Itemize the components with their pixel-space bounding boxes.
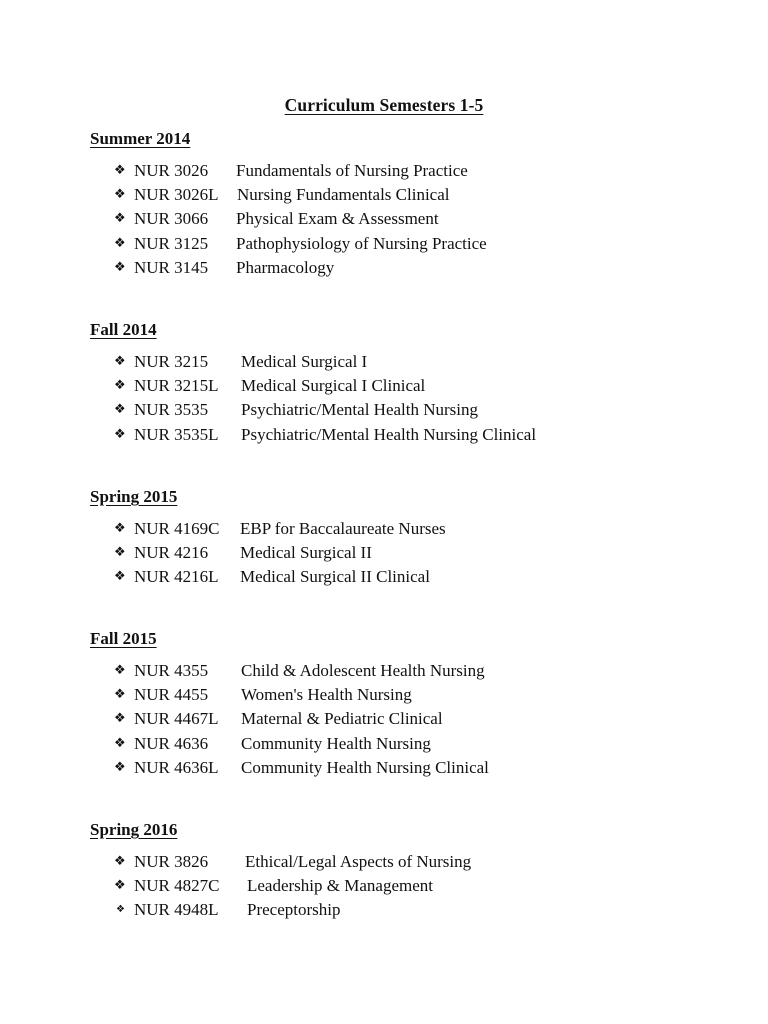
course-name: Fundamentals of Nursing Practice	[236, 161, 468, 180]
course-name: Leadership & Management	[247, 876, 433, 896]
course-name: Medical Surgical II Clinical	[240, 567, 430, 587]
list-item	[90, 256, 730, 280]
course-list	[90, 517, 730, 590]
list-item	[90, 874, 730, 898]
list-item	[90, 183, 730, 207]
semester-section-fall-2015	[90, 627, 730, 780]
course-code: NUR 3535	[134, 400, 209, 420]
diamond-bullet-icon: ❖	[114, 663, 126, 678]
list-item	[90, 732, 730, 756]
course-name: Psychiatric/Mental Health Nursing Clinical	[241, 424, 537, 444]
course-name: Pharmacology	[236, 257, 335, 277]
diamond-bullet-icon: ❖	[114, 545, 126, 561]
course-code: NUR 3215	[134, 352, 209, 371]
course-name: Community Health Nursing	[241, 733, 431, 753]
course-name: Ethical/Legal Aspects of Nursing	[245, 852, 472, 871]
diamond-bullet-icon: ❖	[114, 187, 126, 203]
list-item	[90, 659, 730, 683]
list-item	[90, 374, 730, 398]
course-list	[90, 350, 730, 447]
diamond-bullet-icon: ❖	[114, 759, 126, 775]
course-name: Psychiatric/Mental Health Nursing	[241, 400, 479, 420]
diamond-bullet-icon: ❖	[114, 878, 126, 894]
course-code: NUR 4827C	[134, 876, 220, 896]
list-item	[90, 565, 730, 589]
course-code: NUR 4169C	[134, 519, 220, 538]
course-code: NUR 3145	[134, 257, 209, 277]
course-name: Nursing Fundamentals Clinical	[237, 185, 450, 205]
course-code: NUR 4216L	[134, 567, 219, 587]
diamond-bullet-icon: ❖	[114, 426, 126, 442]
course-name: Medical Surgical I Clinical	[241, 376, 426, 396]
page-title: Curriculum Semesters 1-5	[284, 95, 484, 115]
course-code: NUR 3826	[134, 852, 209, 871]
diamond-bullet-icon: ❖	[114, 354, 126, 369]
diamond-bullet-icon: ❖	[114, 854, 126, 869]
course-code: NUR 3026	[134, 161, 209, 180]
list-item	[90, 898, 730, 922]
course-code: NUR 4636	[134, 733, 209, 753]
diamond-bullet-icon: ❖	[114, 235, 126, 251]
course-code: NUR 3026L	[134, 185, 219, 205]
list-item	[90, 398, 730, 422]
diamond-bullet-icon: ❖	[114, 378, 126, 394]
course-code: NUR 4216	[134, 543, 209, 563]
semester-heading: Spring 2016	[90, 820, 178, 839]
list-item	[90, 232, 730, 256]
course-name: Child & Adolescent Health Nursing	[241, 661, 485, 680]
diamond-bullet-icon: ❖	[116, 904, 125, 916]
semester-section-spring-2015	[90, 485, 730, 590]
course-code: NUR 4455	[134, 685, 209, 705]
diamond-bullet-icon: ❖	[114, 687, 126, 703]
course-list	[90, 159, 730, 280]
course-code: NUR 3066	[134, 209, 209, 229]
list-item	[90, 159, 730, 183]
list-item	[90, 350, 730, 374]
diamond-bullet-icon: ❖	[114, 163, 126, 178]
semester-heading: Spring 2015	[90, 487, 178, 506]
course-code: NUR 4636L	[134, 757, 219, 777]
list-item	[90, 517, 730, 541]
course-name: Pathophysiology of Nursing Practice	[236, 233, 487, 253]
diamond-bullet-icon: ❖	[114, 735, 126, 751]
course-name: Medical Surgical I	[241, 352, 368, 371]
course-code: NUR 3125	[134, 233, 209, 253]
semester-section-summer-2014	[90, 127, 730, 280]
diamond-bullet-icon: ❖	[114, 402, 126, 418]
course-code: NUR 4948L	[134, 900, 219, 920]
list-item	[90, 850, 730, 874]
semester-heading: Fall 2014	[90, 320, 157, 339]
list-item	[90, 756, 730, 780]
course-list	[90, 659, 730, 780]
course-code: NUR 3535L	[134, 424, 219, 444]
diamond-bullet-icon: ❖	[114, 569, 126, 585]
list-item	[90, 707, 730, 731]
diamond-bullet-icon: ❖	[114, 711, 126, 727]
diamond-bullet-icon: ❖	[114, 259, 126, 275]
list-item	[90, 683, 730, 707]
course-name: EBP for Baccalaureate Nurses	[240, 519, 446, 538]
course-name: Maternal & Pediatric Clinical	[241, 709, 443, 729]
semester-heading: Fall 2015	[90, 629, 157, 648]
diamond-bullet-icon: ❖	[114, 521, 126, 536]
course-name: Medical Surgical II	[240, 543, 372, 563]
course-list	[90, 850, 730, 923]
course-name: Physical Exam & Assessment	[236, 209, 439, 229]
course-name: Community Health Nursing Clinical	[241, 757, 489, 777]
semester-section-spring-2016	[90, 818, 730, 923]
semester-section-fall-2014	[90, 318, 730, 447]
list-item	[90, 423, 730, 447]
course-code: NUR 3215L	[134, 376, 219, 396]
course-code: NUR 4355	[134, 661, 209, 680]
diamond-bullet-icon: ❖	[114, 211, 126, 227]
course-name: Women's Health Nursing	[241, 685, 412, 705]
list-item	[90, 207, 730, 231]
course-code: NUR 4467L	[134, 709, 219, 729]
list-item	[90, 541, 730, 565]
semester-heading: Summer 2014	[90, 129, 191, 148]
course-name: Preceptorship	[247, 900, 341, 920]
